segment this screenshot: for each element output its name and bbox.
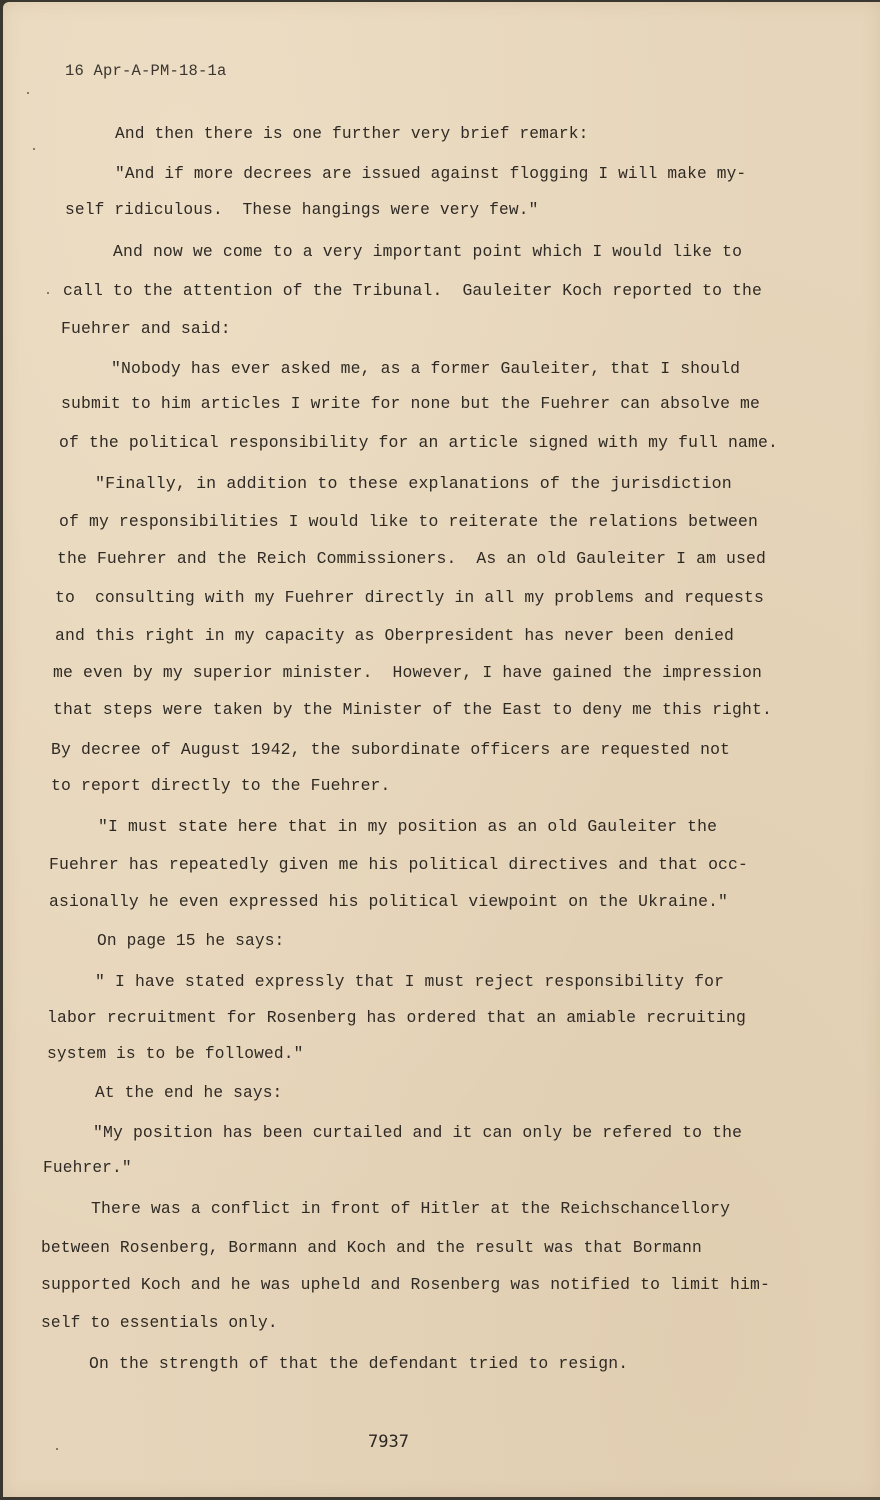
text-line: Fuehrer has repeatedly given me his political directives and that occ- [49, 855, 749, 874]
text-line: There was a conflict in front of Hitler at the Reichschancellory [91, 1199, 731, 1218]
text-line: And now we come to a very important point which I would like to [113, 242, 743, 261]
text-line: self ridiculous. These hangings were very few." [65, 201, 539, 219]
text-line: "And if more decrees are issued against flogging I will make my- [115, 165, 747, 183]
paper-speck [47, 292, 49, 294]
text-line: system is to be followed." [47, 1045, 304, 1063]
text-line: Fuehrer and said: [61, 319, 231, 338]
paper-speck [27, 92, 29, 94]
text-line: On the strength of that the defendant tried to resign. [89, 1354, 629, 1373]
text-line: submit to him articles I write for none but the Fuehrer can absolve me [61, 394, 761, 413]
document-reference: 16 Apr-A-PM-18-1a [65, 62, 227, 80]
text-line: between Rosenberg, Bormann and Koch and the result was that Bormann [41, 1239, 702, 1257]
text-line: of the political responsibility for an article signed with my full name. [59, 433, 778, 452]
text-line: "Finally, in addition to these explanations of the jurisdiction [95, 474, 732, 493]
text-line: of my responsibilities I would like to reiterate the relations between [59, 512, 759, 531]
text-line: " I have stated expressly that I must reject responsibility for [95, 972, 725, 991]
text-line: to consulting with my Fuehrer directly in all my problems and requests [55, 588, 765, 607]
paper-speck [33, 148, 35, 150]
text-line: labor recruitment for Rosenberg has ordered that an amiable recruiting [47, 1008, 747, 1027]
text-line: "I must state here that in my position as an old Gauleiter the [98, 817, 718, 836]
text-line: asionally he even expressed his political viewpoint on the Ukraine." [49, 892, 729, 911]
page-number: 7937 [368, 1432, 409, 1452]
text-line: By decree of August 1942, the subordinate officers are requested not [51, 740, 731, 759]
paper-speck [56, 1448, 58, 1450]
text-line: self to essentials only. [41, 1314, 278, 1332]
text-line: supported Koch and he was upheld and Rosenberg was notified to limit him- [41, 1275, 770, 1294]
text-line: to report directly to the Fuehrer. [51, 776, 391, 795]
text-line: At the end he says: [95, 1084, 283, 1102]
document-page [3, 2, 880, 1497]
text-line: call to the attention of the Tribunal. Gauleiter Koch reported to the [63, 281, 763, 300]
text-line: the Fuehrer and the Reich Commissioners. As an old Gauleiter I am used [57, 549, 767, 568]
text-line: On page 15 he says: [97, 932, 285, 950]
text-line: me even by my superior minister. However, I have gained the impression [53, 663, 763, 682]
text-line: Fuehrer." [43, 1159, 132, 1177]
text-line: that steps were taken by the Minister of the East to deny me this right. [53, 700, 772, 719]
text-line: and this right in my capacity as Oberpresident has never been denied [55, 626, 735, 645]
text-line: "My position has been curtailed and it can only be refered to the [93, 1123, 743, 1142]
text-line: And then there is one further very brief remark: [115, 125, 589, 143]
text-line: "Nobody has ever asked me, as a former Gauleiter, that I should [111, 359, 741, 378]
